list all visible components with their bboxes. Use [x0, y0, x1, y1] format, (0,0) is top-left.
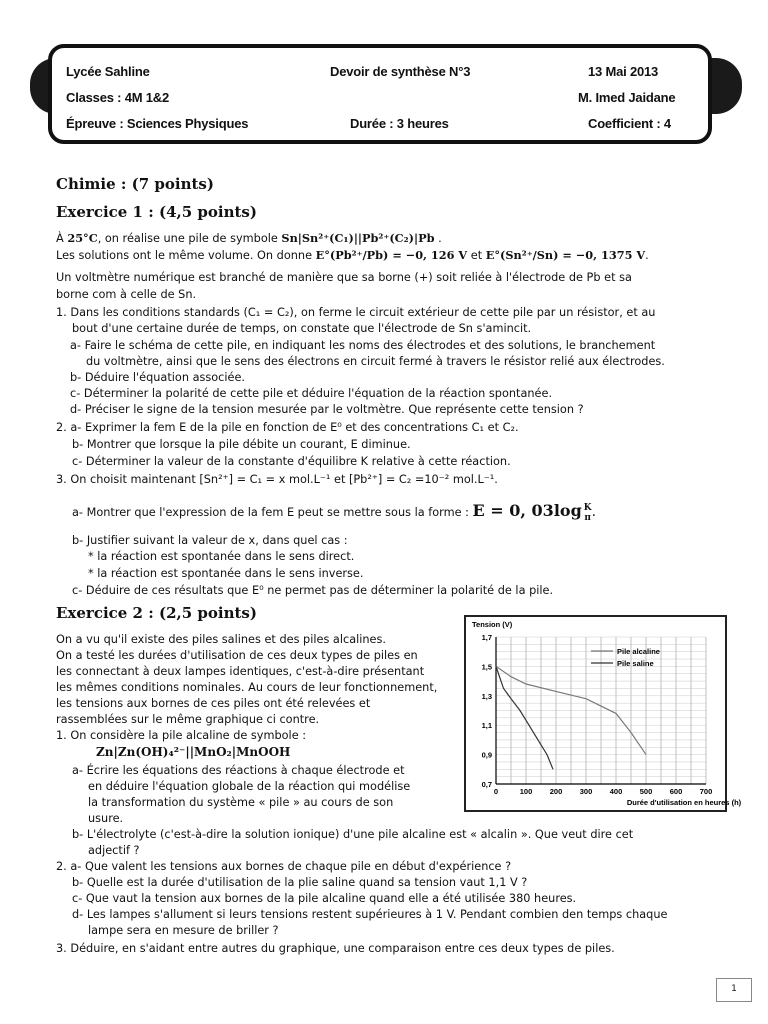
ex2-q2d-2: lampe sera en mesure de briller ?: [88, 924, 279, 937]
ex2-p2: On a testé les durées d'utilisation de ces deux types de piles en: [56, 649, 418, 662]
ex1-q3a: a- Montrer que l'expression de la fem E peut se mettre sous la forme : E = 0, 03log K π.: [72, 501, 597, 523]
ex2-p5: les tensions aux bornes de ces piles ont été relevées et: [56, 697, 371, 710]
exam-title: Devoir de synthèse N°3: [330, 64, 471, 79]
ex2-q1a-2: en déduire l'équation globale de la réaction qui modélise: [88, 780, 411, 793]
y-tick-label: 0,9: [481, 750, 492, 760]
x-axis-label: Durée d'utilisation en heures (h): [626, 798, 742, 807]
teacher-name: M. Imed Jaidane: [578, 90, 676, 105]
ex2-p3: les connectant à deux lampes identiques, c'est-à-dire présentant: [56, 665, 425, 678]
ex1-q1: 1. Dans les conditions standards (C₁ = C₂), on ferme le circuit extérieur de cette pile par un résistor, et au: [56, 306, 656, 319]
y-tick-label: 1,3: [481, 691, 492, 701]
ex2-q2c: c- Que vaut la tension aux bornes de la pile alcaline quand elle a été utilisée 380 heures.: [72, 892, 577, 905]
x-tick-label: 300: [579, 787, 593, 796]
ex2-q2a: 2. a- Que valent les tensions aux bornes de chaque pile en début d'expérience ?: [56, 860, 512, 873]
ex2-q1a-4: usure.: [88, 812, 124, 825]
exercise-2-title: Exercice 2 : (2,5 points): [56, 604, 257, 622]
x-tick-label: 700: [699, 787, 713, 796]
ex2-alkaline-symbol: Zn|Zn(OH)₄²⁻||MnO₂|MnOOH: [96, 745, 291, 759]
x-tick-label: 200: [549, 787, 563, 796]
ex1-q1d: d- Préciser le signe de la tension mesurée par le voltmètre. Que représente cette tension ?: [70, 403, 584, 416]
ex1-line-2: Les solutions ont le même volume. On donne E°(Pb²⁺/Pb) = −0, 126 V et E°(Sn²⁺/Sn) = −0, 1375 V.: [56, 248, 649, 262]
ex2-q1a-1: a- Écrire les équations des réactions à chaque électrode et: [72, 764, 405, 777]
ex2-q1b-2: adjectif ?: [88, 844, 140, 857]
ex2-q1b-1: b- L'électrolyte (c'est-à-dire la solution ionique) d'une pile alcaline est « alcalin ». Que veut dire cet: [72, 828, 634, 841]
y-tick-label: 1,7: [481, 633, 492, 642]
ex1-q1a: a- Faire le schéma de cette pile, en indiquant les noms des électrodes et des solutions, le branchement: [70, 339, 656, 352]
x-tick-label: 0: [493, 787, 499, 796]
ex1-q3c: c- Déduire de ces résultats que E⁰ ne permet pas de déterminer la polarité de la pile.: [72, 584, 554, 597]
classes: Classes : 4M 1&2: [66, 90, 170, 105]
legend-label: Pile alcaline: [617, 647, 660, 656]
ex1-q1b: b- Déduire l'équation associée.: [70, 371, 246, 384]
exam-date: 13 Mai 2013: [588, 64, 659, 79]
ex2-p4: les mêmes conditions nominales. Au cours de leur fonctionnement,: [56, 681, 438, 694]
ex1-q3b-case-2: * la réaction est spontanée dans le sens inverse.: [88, 567, 364, 580]
ex1-q1a-cont: du voltmètre, ainsi que le sens des électrons en circuit fermé à travers le résistor relié aux électrodes.: [86, 355, 665, 368]
ex1-q2b: b- Montrer que lorsque la pile débite un courant, E diminue.: [72, 438, 411, 451]
x-tick-label: 600: [669, 787, 683, 796]
ex1-q2c: c- Déterminer la valeur de la constante d'équilibre K relative à cette réaction.: [72, 455, 511, 468]
ex2-q2b: b- Quelle est la durée d'utilisation de la plie saline quand sa tension vaut 1,1 V ?: [72, 876, 528, 889]
ex2-q3: 3. Déduire, en s'aidant entre autres du graphique, une comparaison entre ces deux types de piles.: [56, 942, 615, 955]
ex2-q2d-1: d- Les lampes s'allument si leurs tensions restent supérieures à 1 V. Pendant combien den temps chaque: [72, 908, 668, 921]
ex1-line-3: Un voltmètre numérique est branché de manière que sa borne (+) soit reliée à l'électrode de Pb et sa: [56, 271, 632, 284]
y-tick-label: 1,5: [481, 662, 492, 672]
subject: Épreuve : Sciences Physiques: [66, 116, 249, 131]
voltage-chart-svg: [466, 617, 742, 810]
ex2-p6: rassemblées sur le même graphique ci contre.: [56, 713, 320, 726]
x-tick-label: 500: [639, 787, 653, 796]
legend-label: Pile saline: [617, 659, 654, 668]
x-tick-label: 100: [519, 787, 533, 796]
duration: Durée : 3 heures: [350, 116, 449, 131]
y-tick-label: 1,1: [481, 721, 492, 731]
exercise-1-title: Exercice 1 : (4,5 points): [56, 203, 257, 221]
ex1-q3: 3. On choisit maintenant [Sn²⁺] = C₁ = x mol.L⁻¹ et [Pb²⁺] = C₂ =10⁻² mol.L⁻¹.: [56, 473, 498, 486]
x-tick-label: 400: [609, 787, 623, 796]
ex1-line-1: À 25°C, on réalise une pile de symbole Sn|Sn²⁺(C₁)||Pb²⁺(C₂)|Pb .: [56, 231, 442, 245]
ex2-p1: On a vu qu'il existe des piles salines et des piles alcalines.: [56, 633, 386, 646]
ex2-q1: 1. On considère la pile alcaline de symbole :: [56, 729, 307, 742]
section-title-chimie: Chimie : (7 points): [56, 175, 214, 193]
y-tick-label: 0,7: [481, 780, 492, 789]
ex1-q2a: 2. a- Exprimer la fem E de la pile en fonction de E⁰ et des concentrations C₁ et C₂.: [56, 421, 519, 434]
ex1-line-4: borne com à celle de Sn.: [56, 288, 197, 301]
ex1-q3b-case-1: * la réaction est spontanée dans le sens direct.: [88, 550, 355, 563]
ex1-q1-cont: bout d'une certaine durée de temps, on constate que l'électrode de Sn s'amincit.: [72, 322, 532, 335]
coefficient: Coefficient : 4: [588, 116, 671, 131]
y-axis-label: Tension (V): [472, 620, 513, 629]
voltage-chart: [464, 615, 742, 812]
page-number: 1: [716, 978, 752, 1002]
ex2-q1a-3: la transformation du système « pile » au cours de son: [88, 796, 394, 809]
school-name: Lycée Sahline: [66, 64, 150, 79]
ex1-q1c: c- Déterminer la polarité de cette pile et déduire l'équation de la réaction spontanée.: [70, 387, 553, 400]
ex1-q3b: b- Justifier suivant la valeur de x, dans quel cas :: [72, 534, 348, 547]
